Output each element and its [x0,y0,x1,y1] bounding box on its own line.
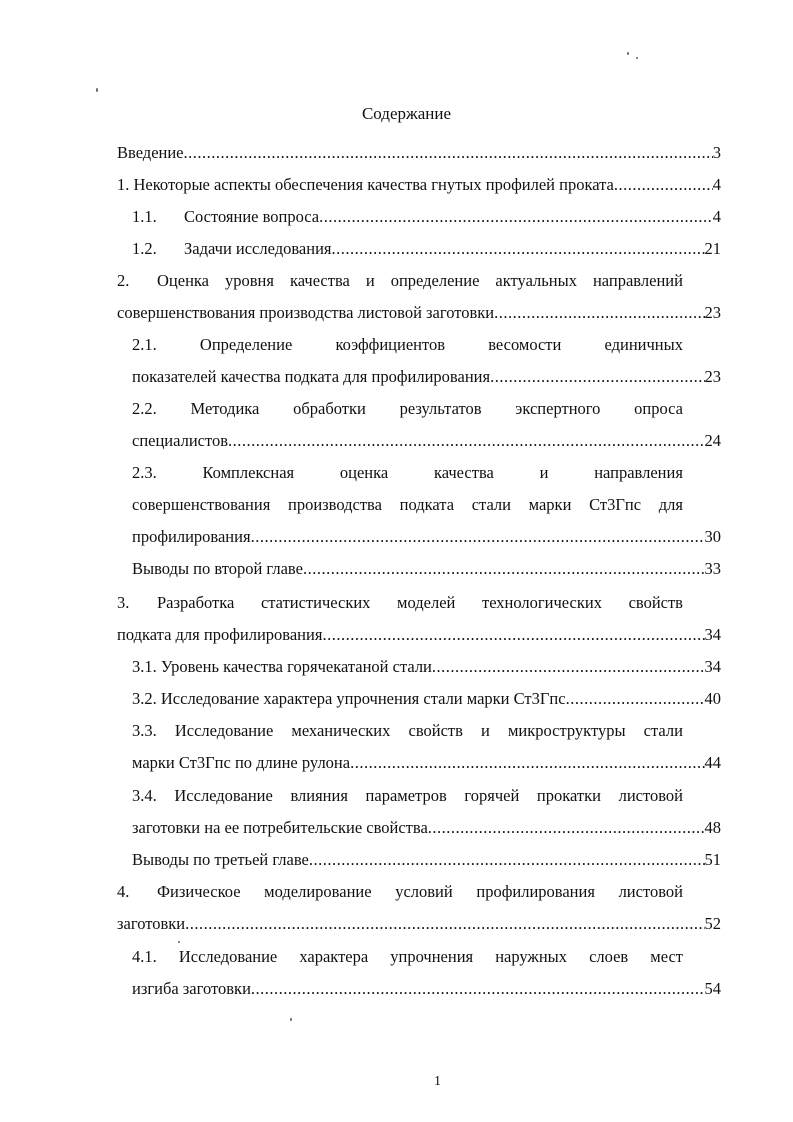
toc-entry-chapter-3-line-1[interactable] [117,592,683,614]
toc-page-number: 52 [704,914,721,933]
toc-page-number: 30 [704,527,721,546]
toc-page-number: 4 [712,175,721,194]
toc-page-number: 4 [712,207,721,226]
toc-leader-dots [494,302,704,324]
toc-entry-section-3-4-line-2[interactable] [132,817,721,839]
toc-leader-dots [350,752,704,774]
toc-entry-chapter-2-line-1[interactable] [117,270,683,292]
toc-word: и [539,463,549,482]
page-title: Содержание [361,104,452,123]
toc-page-number: 48 [704,818,721,837]
toc-word: листовой [618,882,683,901]
toc-entry-intro[interactable] [117,142,721,164]
toc-section-number: 1.2. [132,239,157,258]
toc-page-number: 51 [704,850,721,869]
toc-entry-section-2-3-line-3[interactable] [132,526,721,548]
scan-speck [178,941,180,943]
toc-word: опроса [634,399,683,418]
toc-leader-dots [251,978,705,1000]
toc-word: Исследование [174,786,273,805]
toc-word: мест [650,947,683,966]
toc-entry-text: совершенствования производства листовой заготовки [117,303,495,322]
toc-word: направлений [592,271,683,290]
toc-word: и [365,271,375,290]
toc-entry-text: 1. Некоторые аспекты обеспечения качества гнутых профилей проката [117,175,614,194]
toc-leader-dots [319,206,713,228]
toc-section-number: 2.2. [132,399,157,418]
toc-page-number: 3 [712,143,721,162]
toc-entry-chapter-1[interactable] [117,174,721,196]
scan-speck [636,57,638,59]
toc-page-number: 34 [704,657,721,676]
toc-word: свойств [408,721,463,740]
toc-word: влияния [290,786,348,805]
toc-word: единичных [604,335,683,354]
toc-word: для [658,495,683,514]
toc-leader-dots [428,817,705,839]
toc-word: Оценка [157,271,209,290]
toc-word: марки [528,495,572,514]
toc-word: листовой [618,786,683,805]
toc-word: наружных [495,947,567,966]
toc-word: технологических [481,593,602,612]
toc-entry-section-3-2[interactable] [132,688,721,710]
toc-section-number: 4.1. [132,947,157,966]
toc-entry-text: марки Ст3Гпс по длине рулона [132,753,351,772]
toc-entry-section-2-3-line-2[interactable] [132,494,683,516]
toc-page-number: 23 [704,367,721,386]
toc-page-number: 44 [704,753,721,772]
toc-word: совершенствования [132,495,271,514]
toc-entry-text: Состояние вопроса [184,207,320,226]
toc-page-number: 40 [704,689,721,708]
toc-word: статистических [260,593,371,612]
toc-entry-text: Задачи исследования [184,239,332,258]
toc-entry-section-3-1[interactable] [132,656,721,678]
toc-leader-dots [185,913,704,935]
toc-entry-chapter-2-line-2[interactable] [117,302,721,324]
toc-word: экспертного [515,399,601,418]
toc-entry-section-3-3-line-2[interactable] [132,752,721,774]
toc-entry-chapter-4-line-1[interactable] [117,881,683,903]
toc-word: слоев [589,947,629,966]
toc-word: параметров [365,786,447,805]
toc-word: производства [287,495,382,514]
toc-word: условий [395,882,453,901]
toc-entry-section-1-2[interactable] [132,238,721,260]
toc-entry-section-2-3-line-1[interactable] [132,462,683,484]
toc-word: механических [291,721,391,740]
toc-entry-text: 3.1. Уровень качества горячекатаной стали [132,657,432,676]
toc-entry-text: специалистов [132,431,229,450]
toc-entry-section-3-4-line-1[interactable] [132,785,683,807]
toc-section-number: 2.1. [132,335,157,354]
toc-word: Физическое [157,882,241,901]
toc-section-number: 3.3. [132,721,157,740]
toc-leader-dots [490,366,704,388]
toc-page-number: 23 [704,303,721,322]
toc-entry-text: Выводы по второй главе [132,559,303,578]
toc-leader-dots [251,526,705,548]
toc-word: Комплексная [202,463,295,482]
toc-word: горячей [464,786,520,805]
toc-leader-dots [432,656,705,678]
scan-speck [627,52,629,55]
toc-word: моделей [397,593,456,612]
toc-word: определение [390,271,480,290]
toc-word: актуальных [495,271,577,290]
toc-entry-text: заготовки [117,914,186,933]
toc-entry-text: заготовки на ее потребительские свойства [132,818,428,837]
toc-word: характера [299,947,369,966]
toc-word: результатов [399,399,482,418]
toc-leader-dots [566,688,705,710]
toc-entry-chapter-4-line-2[interactable] [117,913,721,935]
toc-entry-chapter-3-line-2[interactable] [117,624,721,646]
toc-entry-section-1-1[interactable] [132,206,721,228]
toc-word: Методика [190,399,260,418]
toc-word: Разработка [157,593,235,612]
toc-word: прокатки [536,786,601,805]
toc-page-number: 33 [704,559,721,578]
toc-entry-conclusions-3[interactable] [132,849,721,871]
toc-leader-dots [303,558,705,580]
toc-entry-section-2-2-line-2[interactable] [132,430,721,452]
toc-word: Ст3Гпс [589,495,642,514]
toc-entry-text: показателей качества подката для профилирования [132,367,491,386]
toc-leader-dots [614,174,713,196]
toc-word: Исследование [178,947,278,966]
toc-page-number: 21 [704,239,721,258]
toc-entry-text: профилирования [132,527,251,546]
toc-entry-section-2-2-line-1[interactable] [132,398,683,420]
toc-leader-dots [332,238,705,260]
toc-section-number: 3.4. [132,786,157,805]
toc-chapter-number: 3. [117,593,130,612]
toc-entry-section-2-1-line-1[interactable] [132,334,683,356]
toc-word: свойств [628,593,683,612]
toc-entry-conclusions-2[interactable] [132,558,721,580]
toc-page-number: 54 [704,979,721,998]
toc-word: обработки [293,399,366,418]
toc-word: и [481,721,490,740]
toc-leader-dots [184,142,713,164]
toc-chapter-number: 2. [117,271,130,290]
toc-entry-text: 3.2. Исследование характера упрочнения стали марки Ст3Гпс [132,689,566,708]
toc-word: коэффициентов [335,335,446,354]
toc-word: профилирования [476,882,595,901]
toc-entry-text: изгиба заготовки [132,979,251,998]
toc-entry-section-2-1-line-2[interactable] [132,366,721,388]
toc-entry-text: Введение [117,143,184,162]
toc-word: упрочнения [390,947,474,966]
scan-speck [290,1018,292,1021]
toc-entry-text: Выводы по третьей главе [132,850,309,869]
toc-entry-section-3-3-line-1[interactable] [132,720,683,742]
toc-word: весомости [488,335,562,354]
toc-word: стали [471,495,511,514]
toc-entry-section-4-1-line-2[interactable] [132,978,721,1000]
toc-word: уровня [225,271,274,290]
toc-leader-dots [322,624,704,646]
toc-chapter-number: 4. [117,882,130,901]
toc-entry-section-4-1-line-1[interactable] [132,946,683,968]
toc-word: качества [433,463,494,482]
toc-word: направления [594,463,683,482]
toc-word: Определение [199,335,293,354]
toc-page-number: 34 [704,625,721,644]
toc-word: оценка [339,463,389,482]
toc-entry-text: подката для профилирования [117,625,323,644]
scan-speck [96,88,98,92]
toc-word: микроструктуры [507,721,626,740]
toc-section-number: 1.1. [132,207,157,226]
toc-leader-dots [228,430,704,452]
toc-word: моделирование [264,882,372,901]
toc-word: качества [289,271,350,290]
page-number: 1 [434,1074,441,1089]
toc-page-number: 24 [704,431,721,450]
toc-word: стали [643,721,683,740]
toc-leader-dots [309,849,705,871]
toc-word: Исследование [174,721,274,740]
toc-word: подката [399,495,455,514]
toc-section-number: 2.3. [132,463,157,482]
